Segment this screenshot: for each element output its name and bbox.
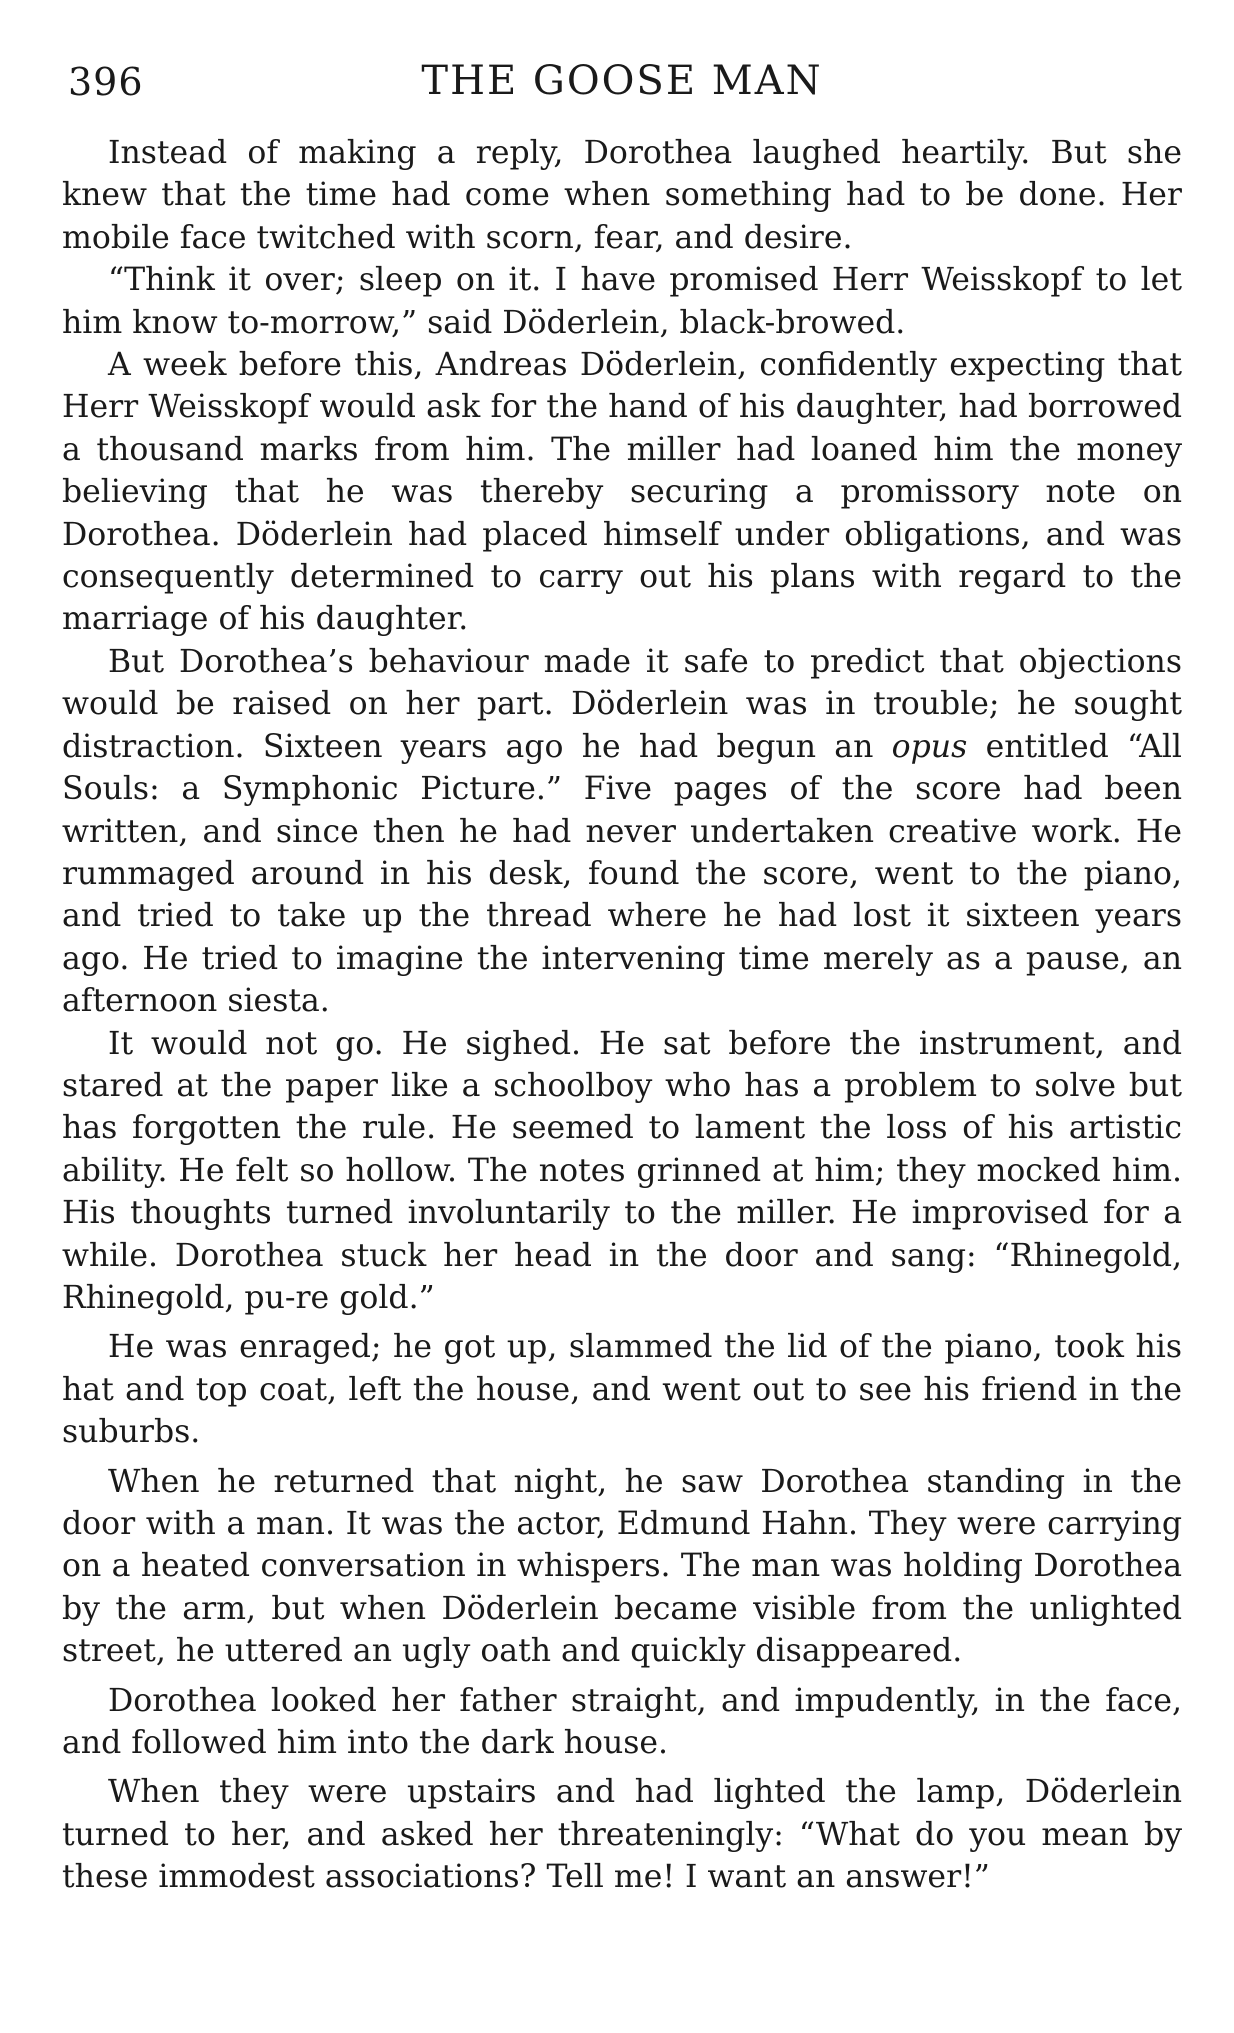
body-text [62, 132, 1182, 1899]
paragraph: When they were upstairs and had lighted the lamp, Döderlein turned to her, and asked her threateningly: “What do you mean by these immodest associations? Tell me! I want an answer!” [62, 1774, 1182, 1896]
paragraph: It would not go. He sighed. He sat before the instrument, and stared at the paper like a schoolboy who has a problem to solve but has forgotten the rule. He seemed to lament the loss of his artistic ability. He felt so hollow. The notes grinned at him; they mocked him. His thoughts turned involuntarily to the miller. He improvised for a while. Dorothea stuck her head in the door and sang: “Rhinegold, Rhinegold, pu-re gold.” [62, 1025, 1182, 1316]
paragraph: “Think it over; sleep on it. I have promised Herr Weisskopf to let him know to-morrow,” said Döderlein, black-browed. [62, 262, 1182, 341]
italic-word: opus [891, 728, 968, 765]
book-title: THE GOOSE MAN [421, 58, 823, 104]
paragraph: Instead of making a reply, Dorothea laughed heartily. But she knew that the time had come when something had to be done. Her mobile face twitched with scorn, fear, and desire. [62, 135, 1182, 256]
book-page [62, 58, 1182, 1899]
page-number: 396 [68, 60, 144, 104]
paragraph [62, 641, 1182, 1023]
paragraph-text: entitled “All Souls: a Symphonic Picture.” Five pages of the score had been written, and since then he had never undertaken creative work. He rummaged around in his desk, found the score, went to the piano, and tried to take up the thread where he had lost it sixteen years ago. He tried to imagine the intervening time merely as a pause, an afternoon siesta. [62, 728, 1182, 1020]
running-head [62, 58, 1182, 118]
paragraph: He was enraged; he got up, slammed the lid of the piano, took his hat and top coat, left the house, and went out to see his friend in the suburbs. [62, 1329, 1182, 1451]
paragraph: When he returned that night, he saw Dorothea standing in the door with a man. It was the actor, Edmund Hahn. They were carrying on a heated conversation in whispers. The man was holding Dorothea by the arm, but when Döderlein became visible from the unlighted street, he uttered an ugly oath and quickly disappeared. [62, 1463, 1182, 1670]
paragraph: Dorothea looked her father straight, and impudently, in the face, and followed him into the dark house. [62, 1682, 1182, 1762]
paragraph: A week before this, Andreas Döderlein, confidently expecting that Herr Weisskopf would ask for the hand of his daughter, had borrowed a thousand marks from him. The miller had loaned him the money believing that he was thereby securing a promissory note on Dorothea. Döderlein had placed himself under obligations, and was consequently determined to carry out his plans with regard to the marriage of his daughter. [62, 347, 1182, 638]
paragraph-text: But Dorothea’s behaviour made it safe to predict that objections would be raised on her part. Döderlein was in trouble; he sought distraction. Sixteen years ago he had begun an [62, 643, 1182, 765]
